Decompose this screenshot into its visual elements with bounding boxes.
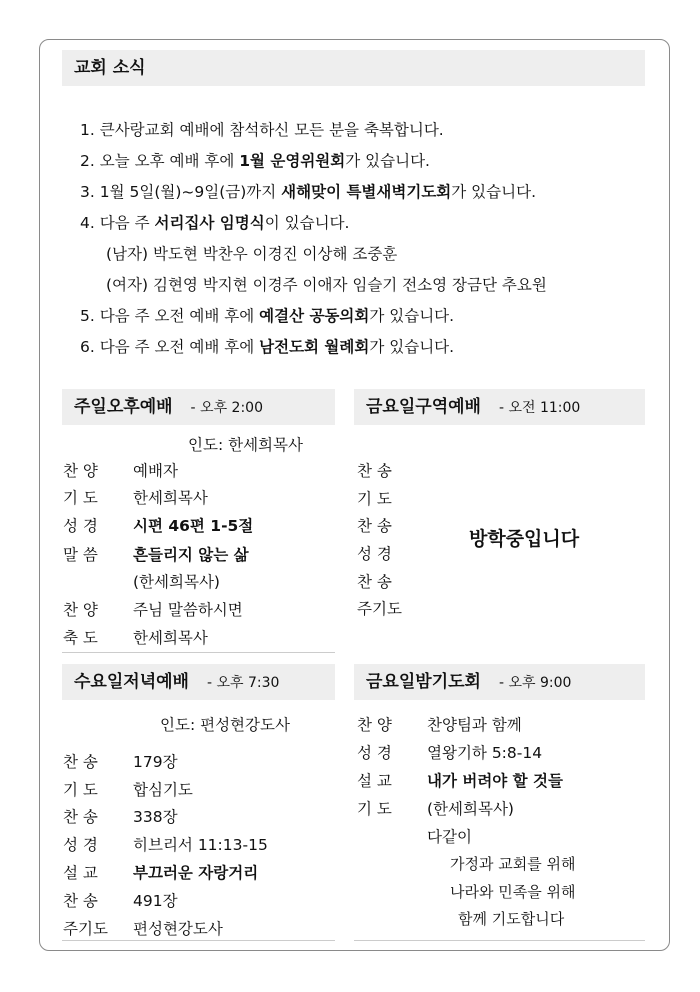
sunday-value: 주님 말씀하시면 [133, 601, 243, 619]
wednesday-label: 찬 송 [63, 753, 98, 771]
news-item-1: 1. 큰사랑교회 예배에 참석하신 모든 분을 축복합니다. [80, 121, 444, 139]
wednesday-label: 주기도 [63, 920, 108, 938]
sunday-value: 예배자 [133, 462, 178, 480]
wednesday-service-title: 수요일저녁예배 [74, 672, 189, 692]
wednesday-value: 338장 [133, 808, 178, 826]
news-item-6: 6. 다음 주 오전 예배 후에 남전도회 월례회가 있습니다. [80, 338, 455, 356]
friday-cell-title: 금요일구역예배 [366, 397, 481, 417]
sunday-value: 한세희목사 [133, 489, 208, 507]
sunday-value: (한세희목사) [133, 573, 220, 591]
sunday-value: 흔들리지 않는 삶 [133, 546, 249, 564]
news-female-list: (여자) 김현영 박지현 이경주 이애자 임슬기 전소영 장금단 추요원 [106, 276, 547, 294]
wednesday-service-time: - 오후 7:30 [206, 675, 280, 691]
wednesday-leader: 인도: 편성현강도사 [160, 716, 290, 734]
news-male-list: (남자) 박도현 박찬우 이경진 이상해 조중훈 [106, 245, 398, 263]
friday-night-title: 금요일밤기도회 [366, 672, 481, 692]
friday-night-value: 열왕기하 5:8-14 [427, 744, 543, 762]
wednesday-value: 편성현강도사 [133, 920, 223, 938]
news-item-2: 2. 오늘 오후 예배 후에 1월 운영위원회가 있습니다. [80, 152, 430, 170]
wednesday-value: 히브리서 11:13-15 [133, 836, 268, 854]
news-title: 교회 소식 [74, 58, 146, 78]
wednesday-label: 찬 송 [63, 808, 98, 826]
friday-night-label: 성 경 [357, 744, 392, 762]
wednesday-service-header [62, 664, 335, 700]
friday-cell-time: - 오전 11:00 [498, 400, 581, 416]
sunday-label: 축 도 [63, 629, 98, 647]
friday-cell-header [354, 389, 645, 425]
sunday-label: 성 경 [63, 517, 98, 535]
friday-cell-label: 성 경 [357, 545, 392, 563]
friday-night-value: (한세희목사) [427, 800, 514, 818]
friday-night-time: - 오후 9:00 [498, 675, 572, 691]
vacation-notice: 방학중입니다 [469, 528, 580, 550]
wednesday-value: 491장 [133, 892, 178, 910]
friday-night-divider [354, 940, 645, 941]
sunday-service-time: - 오후 2:00 [190, 400, 263, 416]
friday-cell-label: 주기도 [357, 600, 402, 618]
sunday-divider [62, 652, 335, 653]
sunday-label: 찬 양 [63, 601, 98, 619]
friday-night-value: 내가 버려야 할 것들 [427, 771, 563, 790]
friday-cell-label: 찬 송 [357, 517, 392, 535]
sunday-service-title: 주일오후예배 [74, 397, 173, 417]
friday-night-header [354, 664, 645, 700]
friday-night-prayer: 함께 기도합니다 [458, 910, 565, 928]
news-item-4: 4. 다음 주 서리집사 임명식이 있습니다. [80, 214, 350, 232]
friday-night-value: 찬양팀과 함께 [427, 716, 522, 734]
news-header [62, 50, 645, 86]
wednesday-label: 성 경 [63, 836, 98, 854]
news-item-5: 5. 다음 주 오전 예배 후에 예결산 공동의회가 있습니다. [80, 307, 455, 325]
wednesday-label: 기 도 [63, 781, 98, 799]
wednesday-value: 합심기도 [133, 781, 193, 799]
sunday-label: 기 도 [63, 489, 98, 507]
sunday-label: 찬 양 [63, 462, 98, 480]
wednesday-value: 부끄러운 자랑거리 [133, 863, 259, 882]
wednesday-label: 설 교 [63, 864, 98, 882]
friday-night-together: 다같이 [427, 828, 472, 846]
wednesday-divider [62, 940, 335, 941]
sunday-service-header [62, 389, 335, 425]
friday-cell-label: 기 도 [357, 490, 392, 508]
sunday-label: 말 씀 [63, 546, 98, 564]
friday-night-label: 설 교 [357, 772, 392, 790]
friday-cell-label: 찬 송 [357, 573, 392, 591]
sunday-value: 시편 46편 1-5절 [133, 517, 254, 535]
friday-night-prayer: 가정과 교회를 위해 [450, 855, 576, 873]
news-list [80, 115, 547, 363]
sunday-leader: 인도: 한세희목사 [188, 436, 303, 454]
friday-night-label: 찬 양 [357, 716, 392, 734]
wednesday-label: 찬 송 [63, 892, 98, 910]
sunday-value: 한세희목사 [133, 629, 208, 647]
friday-night-prayer: 나라와 민족을 위해 [450, 883, 576, 901]
friday-night-label: 기 도 [357, 800, 392, 818]
friday-cell-label: 찬 송 [357, 462, 392, 480]
wednesday-value: 179장 [133, 753, 178, 771]
news-item-3: 3. 1월 5일(월)~9일(금)까지 새해맞이 특별새벽기도회가 있습니다. [80, 183, 537, 201]
